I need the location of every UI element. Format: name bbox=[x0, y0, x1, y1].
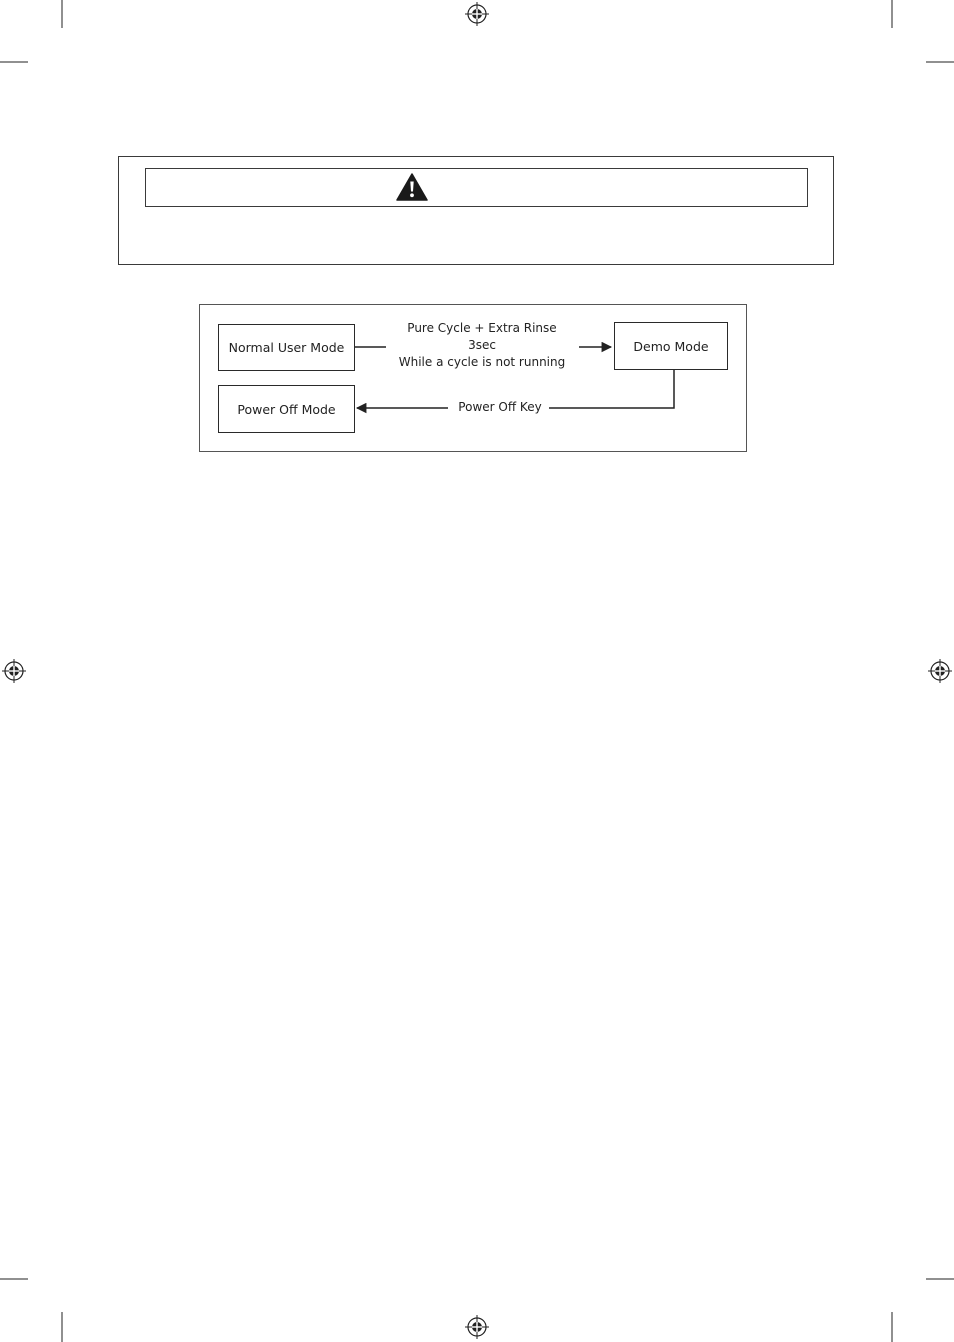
warning-triangle-icon bbox=[396, 173, 428, 201]
demo-transition-label bbox=[386, 320, 578, 371]
warning-header bbox=[145, 168, 808, 207]
registration-target-bottom bbox=[465, 1315, 489, 1339]
normal-user-mode-label: Normal User Mode bbox=[228, 340, 345, 355]
transition-label-line-3: While a cycle is not running bbox=[398, 355, 566, 369]
transition-label-line-1: Pure Cycle + Extra Rinse bbox=[407, 321, 557, 335]
normal-user-mode-box bbox=[218, 324, 355, 371]
mode-transition-diagram bbox=[199, 304, 747, 452]
demo-mode-label: Demo Mode bbox=[633, 338, 709, 354]
power-off-key-label: Power Off Key bbox=[458, 400, 542, 414]
registration-target-left bbox=[2, 659, 26, 683]
registration-target-right bbox=[928, 659, 952, 683]
power-off-mode-label: Power Off Mode bbox=[237, 401, 336, 417]
demo-mode-box bbox=[614, 322, 728, 370]
registration-target-top bbox=[465, 2, 489, 26]
power-off-mode-box bbox=[218, 385, 355, 433]
connector-demo-to-key-label bbox=[549, 370, 674, 408]
warning-box bbox=[118, 156, 834, 265]
transition-label-line-2: 3sec bbox=[468, 338, 496, 352]
